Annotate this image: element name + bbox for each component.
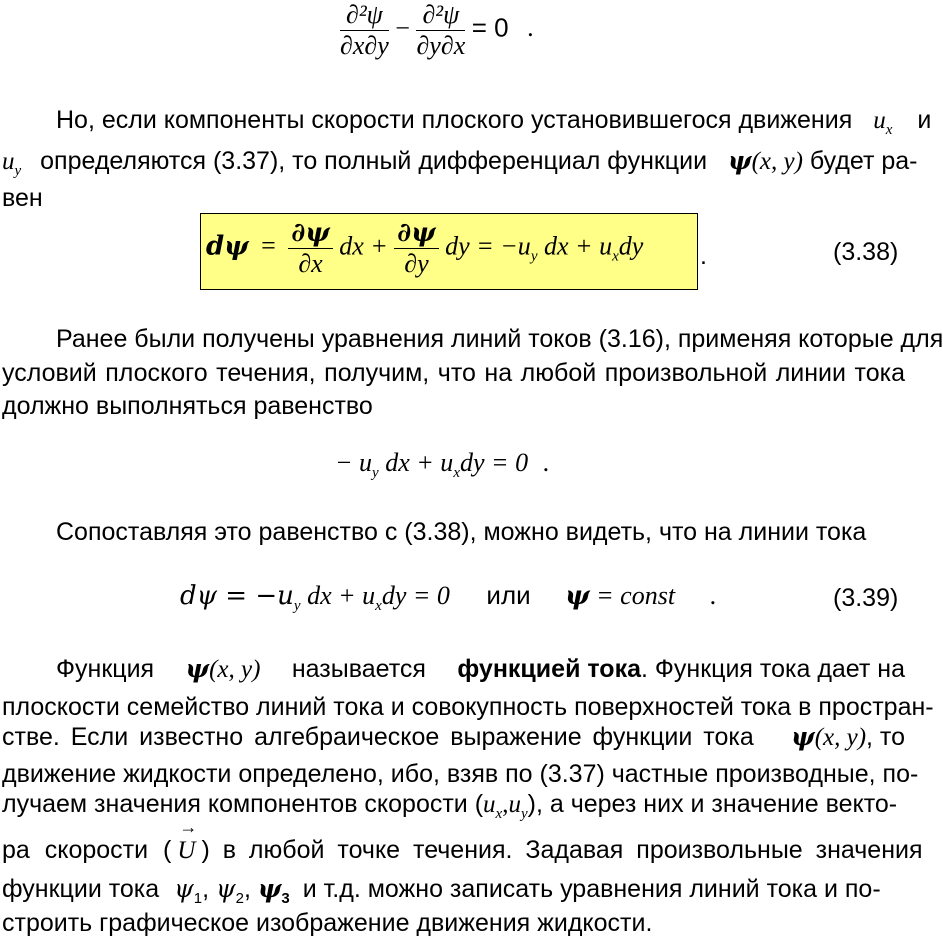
- equation-3-39: [180, 580, 716, 615]
- para4-line2: плоскости семейство линий тока и совокупность поверхностей тока в простран-: [2, 693, 934, 721]
- eq39-sub-x: x: [375, 598, 382, 615]
- para4-text6b: ) в любой точке течения. Задавая произвольные значения: [201, 836, 923, 864]
- eqmid-c: dy = 0: [459, 448, 529, 477]
- para1-line3: [2, 184, 43, 213]
- fraction-1-numerator: ∂²ψ: [340, 0, 389, 31]
- eq38-frac1-num: ∂ψ: [288, 218, 332, 249]
- para4-line8: строить графическое изображение движения жидкости.: [2, 909, 653, 937]
- fraction-1: [340, 0, 389, 61]
- para4-text7a: функции тока: [2, 875, 160, 903]
- equation-number-3-38: (3.38): [833, 238, 899, 266]
- eq38-dy2: dy: [618, 231, 644, 261]
- fraction-2: [416, 0, 465, 61]
- para1-line1: [56, 106, 931, 139]
- eq38-frac2: [394, 218, 438, 279]
- eq38-frac2-num: ∂ψ: [394, 218, 438, 249]
- para4-bold-group: функцией тока. Функция тока дает на: [457, 655, 905, 683]
- para2-line2: условий плоского течения, получим, что на любой произвольной линии тока: [2, 359, 905, 387]
- eqmid-a: − u: [335, 448, 373, 477]
- eq38-dx2: dx + u: [543, 231, 613, 261]
- para4-line6: [2, 817, 923, 865]
- uy-symbol: $u_y$: [2, 148, 22, 179]
- equation-mixed-derivatives: [340, 0, 534, 61]
- para4-psi-xy-2: ψ(x, y), то: [791, 722, 905, 751]
- equals-zero: = 0: [471, 12, 509, 43]
- eq39-b: dx + u: [307, 581, 376, 610]
- para4-line7: [2, 874, 881, 907]
- stream-function-term: функцией тока: [457, 655, 641, 683]
- eq39-const: = const: [596, 581, 676, 610]
- fraction-2-numerator: ∂²ψ: [416, 0, 465, 31]
- period: .: [527, 13, 534, 43]
- psi-values: $\psi_1$, $\psi_2$, $\psi_3$: [174, 874, 290, 907]
- eq39-sub-y: y: [293, 598, 301, 615]
- para4-text6a: ра скорости (: [2, 836, 172, 864]
- para4-funkciya: Функция: [56, 655, 155, 683]
- equation-streamline: [335, 448, 549, 482]
- fraction-1-denominator: ∂x∂y: [340, 31, 389, 60]
- para1-line2: [2, 146, 918, 180]
- para4-psi-xy: ψ(x, y): [185, 654, 261, 683]
- eqmid-sub-y: y: [372, 465, 379, 482]
- equation-number-3-39: (3.39): [833, 584, 899, 612]
- eq39-or: или: [486, 580, 531, 610]
- eq38-frac2-den: ∂y: [404, 249, 429, 278]
- para4-nazyvaetsya: называется: [291, 655, 426, 683]
- eq38-sub-x: x: [612, 248, 619, 265]
- para4-text5b: ), а через них и значение векто-: [527, 790, 898, 818]
- eqmid-sub-x: x: [453, 465, 460, 482]
- para4-text5a: лучаем значения компонентов скорости (: [2, 790, 484, 818]
- equation-3-38: [206, 218, 643, 279]
- psi-args: (x, y): [751, 148, 803, 175]
- para3-line1: Сопоставляя это равенство с (3.38), можно видеть, что на линии тока: [56, 518, 867, 546]
- para4-line5: [2, 790, 897, 823]
- para2-line1: Ранее были получены уравнения линий токов (3.16), применяя которые для: [56, 325, 943, 353]
- eq38-period: .: [700, 242, 707, 270]
- and-word: и: [917, 106, 932, 134]
- eq38-frac1-den: ∂x: [298, 249, 323, 278]
- eq39-c: dy = 0: [381, 581, 450, 610]
- eq38-lhs: dψ: [206, 231, 249, 262]
- velocity-vector: → U: [177, 817, 198, 864]
- para4-line3: [2, 722, 905, 752]
- para1-text3: вен: [2, 184, 43, 212]
- eq38-dx: dx +: [339, 231, 388, 261]
- eqmid-b: dx + u: [385, 448, 454, 477]
- para1-text2a: определяются (3.37), то полный дифференциал функции: [40, 147, 708, 175]
- para4-line1: [56, 654, 905, 684]
- para2-line3: должно выполняться равенство: [2, 392, 373, 420]
- eq39-period: .: [709, 581, 717, 610]
- para1-text1: Но, если компоненты скорости плоского установившегося движения: [56, 106, 853, 134]
- para4-line4: движение жидкости определено, ибо, взяв по (3.37) частные производные, по-: [2, 760, 919, 788]
- ux-symbol: $u_x$: [873, 107, 893, 138]
- eq38-frac1: [288, 218, 332, 279]
- para4-text7b: и т.д. можно записать уравнения линий тока и по-: [302, 875, 881, 903]
- eq39-psi: ψ: [565, 581, 590, 611]
- minus-sign: −: [395, 13, 410, 43]
- para1-text2b: будет ра-: [809, 147, 918, 175]
- eq39-a: dψ = −u: [180, 581, 294, 611]
- eq38-dy: dy = −u: [445, 231, 531, 261]
- velocity-components: $u_x,u_y$: [483, 791, 528, 822]
- fraction-2-denominator: ∂y∂x: [416, 31, 466, 60]
- eq38-equals: =: [261, 231, 276, 261]
- eqmid-period: .: [542, 448, 550, 477]
- para4-text3a: стве. Если известно алгебраическое выражение функции тока: [2, 723, 754, 751]
- eq38-sub-y: y: [530, 248, 538, 265]
- psi-symbol: ψ: [728, 146, 752, 175]
